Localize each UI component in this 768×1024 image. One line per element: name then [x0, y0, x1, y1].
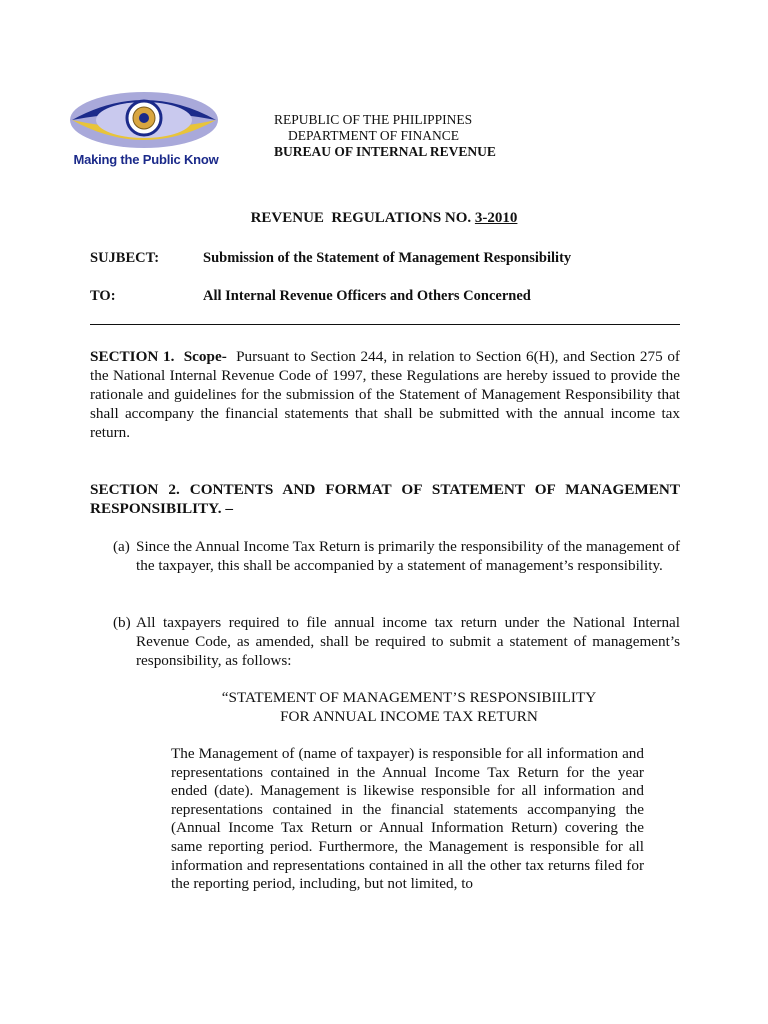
subject-label: SUJBECT: — [90, 250, 160, 266]
header-republic: REPUBLIC OF THE PHILIPPINES — [274, 112, 473, 127]
item-a-text: Since the Annual Income Tax Return is primarily the responsibility of the management of the taxpayer, this shall be accompanied by a statement of management’s responsibility. — [136, 538, 681, 574]
item-b-label: (b) — [113, 614, 131, 631]
regulation-number: 3-2010 — [474, 210, 518, 226]
item-a-label: (a) — [113, 538, 130, 555]
item-b-text: All taxpayers required to file annual income tax return under the National Internal Revenue Code, as amended, shall be required to submit a statement of management’s responsibility, as follows: — [136, 614, 680, 669]
subject-text: Submission of the Statement of Management Responsibility — [203, 250, 572, 266]
section-1 — [90, 347, 680, 442]
statement-title-line2: FOR ANNUAL INCOME TAX RETURN — [280, 708, 538, 725]
statement-body: The Management of (name of taxpayer) is responsible for all information and representations contained in the Annual Income Tax Return for the year ended (date). Management is likewise responsible for all information and representations contained in the financial statements accompanying the (Annual Income Tax Return or Annual Information Return) covering the same reporting period. Furthermore, the Management is responsible for all information and representations contained in all the other tax returns filed for the reporting period, including, but not limited, to — [171, 745, 644, 893]
section-1-body: Pursuant to Section 244, in relation to Section 6(H), and Section 275 of the National Internal Revenue Code of 1997, these Regulations are hereby issued to provide the rationale and guidelines for the submission of the Statement of Management Responsibility that shall accompany the financial statements that shall be submitted with the annual income tax return. — [90, 348, 680, 441]
regulation-title-prefix: REVENUE REGULATIONS NO. — [250, 210, 475, 226]
regulation-title — [0, 210, 768, 227]
statement-title-line1: “STATEMENT OF MANAGEMENT’S RESPONSIBIILITY — [221, 689, 597, 706]
to-label: TO: — [90, 288, 116, 304]
to-text: All Internal Revenue Officers and Others Concerned — [203, 288, 531, 304]
section-1-heading: SECTION 1. Scope- — [90, 348, 227, 365]
divider — [90, 324, 680, 325]
section-2-heading: SECTION 2. CONTENTS AND FORMAT OF STATEMENT OF MANAGEMENT RESPONSIBILITY. – — [90, 481, 680, 517]
header-department: DEPARTMENT OF FINANCE — [288, 128, 459, 143]
bir-logo — [66, 86, 226, 176]
logo-caption: Making the Public Know — [73, 152, 219, 167]
eye-emblem-icon — [66, 86, 226, 156]
header-bureau: BUREAU OF INTERNAL REVENUE — [274, 144, 496, 159]
